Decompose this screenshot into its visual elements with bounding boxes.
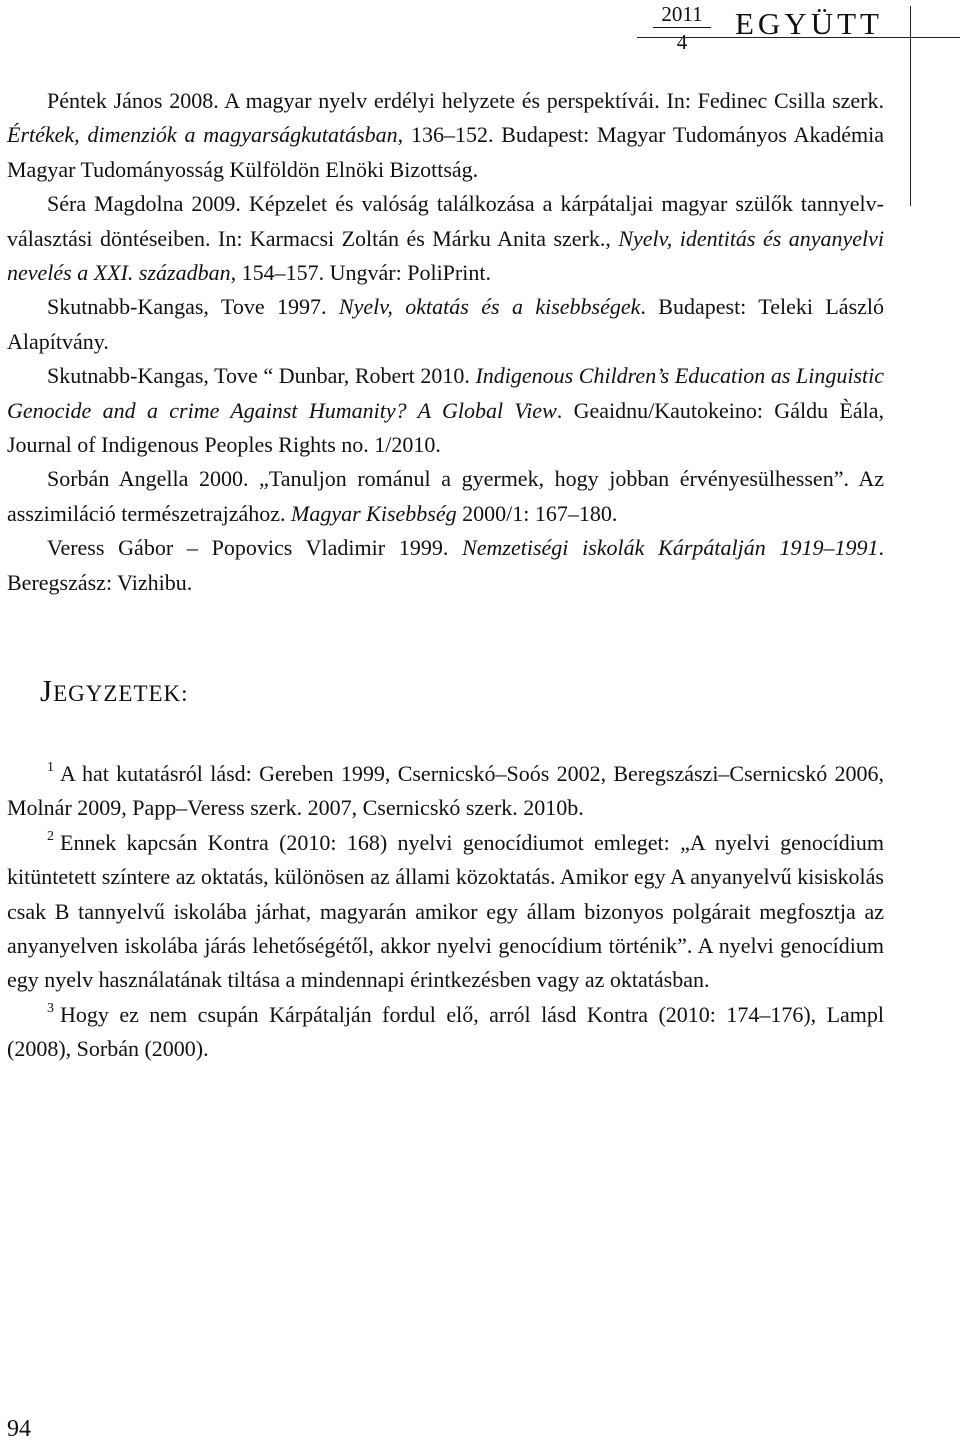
footnote-text: Hogy ez nem csupán Kárpátalján fordul elő, arról lásd Kontra (2010: 174–176), Lampl (2008), Sorbán (2000).	[7, 1001, 884, 1062]
reference-entry	[7, 462, 884, 531]
reference-text: . Geaidnu/Kautokeino: Gáldu Èála, Journal of Indigenous Peoples Rights no. 1/2010.	[7, 397, 884, 458]
footnote	[7, 998, 884, 1067]
footnote	[7, 826, 884, 998]
reference-title: Értékek, dimenziók a magyarságkutatásban	[7, 122, 398, 148]
issue-year: 2011	[653, 0, 711, 28]
reference-text: . Beregszász: Vizhibu.	[7, 535, 884, 595]
notes-heading: JEGYZETEK:	[40, 673, 189, 708]
reference-entry	[7, 359, 884, 462]
issue-no: 4	[676, 30, 688, 54]
notes-list	[7, 757, 884, 1067]
reference-title: Magyar Kisebbség	[291, 500, 457, 526]
header-rule-vertical	[910, 6, 911, 206]
reference-title: Nemzetiségi iskolák Kárpátalján 1919–1991	[462, 535, 879, 561]
reference-list	[7, 84, 884, 600]
header-rule-horizontal	[637, 37, 960, 38]
reference-entry	[7, 290, 884, 359]
issue-number	[653, 0, 711, 54]
reference-text: Skutnabb-Kangas, Tove “ Dunbar, Robert 2010.	[47, 363, 476, 389]
reference-title: Nyelv, identitás és anyanyelvi nevelés a XXI. században	[7, 225, 884, 286]
journal-title: EGYÜTT	[735, 6, 883, 41]
footnote	[7, 757, 884, 826]
footnote-text: Ennek kapcsán Kontra (2010: 168) nyelvi genocídiumot emleget: „A nyelvi genocídium kitüntetett színtere az oktatás, különösen az állami közoktatás. Amikor egy A anyanyelvű kisiskolás csak B tannyelvű iskolába járhat, magyarán amikor egy állam bizonyos polgárait megfosztja az anyanyelven iskolába járás lehetőségétől, akkor nyelvi genocídium történik”. A nyelvi genocídium egy nyelv használatának tiltása a mindennapi érintkezésben vagy az oktatásban.	[7, 829, 884, 993]
reference-text: . Budapest: Teleki László Alapítvány.	[7, 294, 885, 354]
footnote-number: 2	[47, 828, 54, 844]
reference-title: Indigenous Children’s Education as Linguistic Genocide and a crime Against Humanity? A Global View	[7, 363, 884, 423]
reference-text: Séra Magdolna 2009. Képzelet és valóság találkozása a kárpátaljai magyar szülők tannyelv-választási döntéseiben. In: Karmacsi Zoltán és Márku Anita szerk.,	[7, 191, 884, 251]
reference-text: , 154–157. Ungvár: PoliPrint.	[230, 260, 491, 286]
reference-entry	[7, 187, 884, 290]
footnote-text: A hat kutatásról lásd: Gereben 1999, Csernicskó–Soós 2002, Beregszászi–Csernicskó 2006, Molnár 2009, Papp–Veress szerk. 2007, Csernicskó szerk. 2010b.	[7, 761, 884, 821]
reference-text: 2000/1: 167–180.	[456, 500, 618, 526]
reference-entry	[7, 84, 884, 187]
reference-text: Skutnabb-Kangas, Tove 1997.	[47, 294, 339, 320]
page-number: 94	[7, 1416, 31, 1442]
reference-text: Veress Gábor – Popovics Vladimir 1999.	[47, 535, 463, 561]
reference-entry	[7, 531, 884, 600]
reference-text: Péntek János 2008. A magyar nyelv erdélyi helyzete és perspektívái. In: Fedinec Csilla szerk.	[47, 88, 884, 113]
footnote-number: 3	[47, 1000, 54, 1016]
reference-title: Nyelv, oktatás és a kisebbségek	[338, 294, 641, 320]
reference-text: Sorbán Angella 2000. „Tanuljon románul a gyermek, hogy jobban érvényesülhessen”. Az asszimiláció természetrajzához.	[7, 466, 884, 526]
reference-text: , 136–152. Budapest: Magyar Tudományos Akadémia Magyar Tudományosság Külföldön Elnöki Bizottság.	[7, 122, 884, 182]
footnote-number: 1	[47, 760, 54, 775]
